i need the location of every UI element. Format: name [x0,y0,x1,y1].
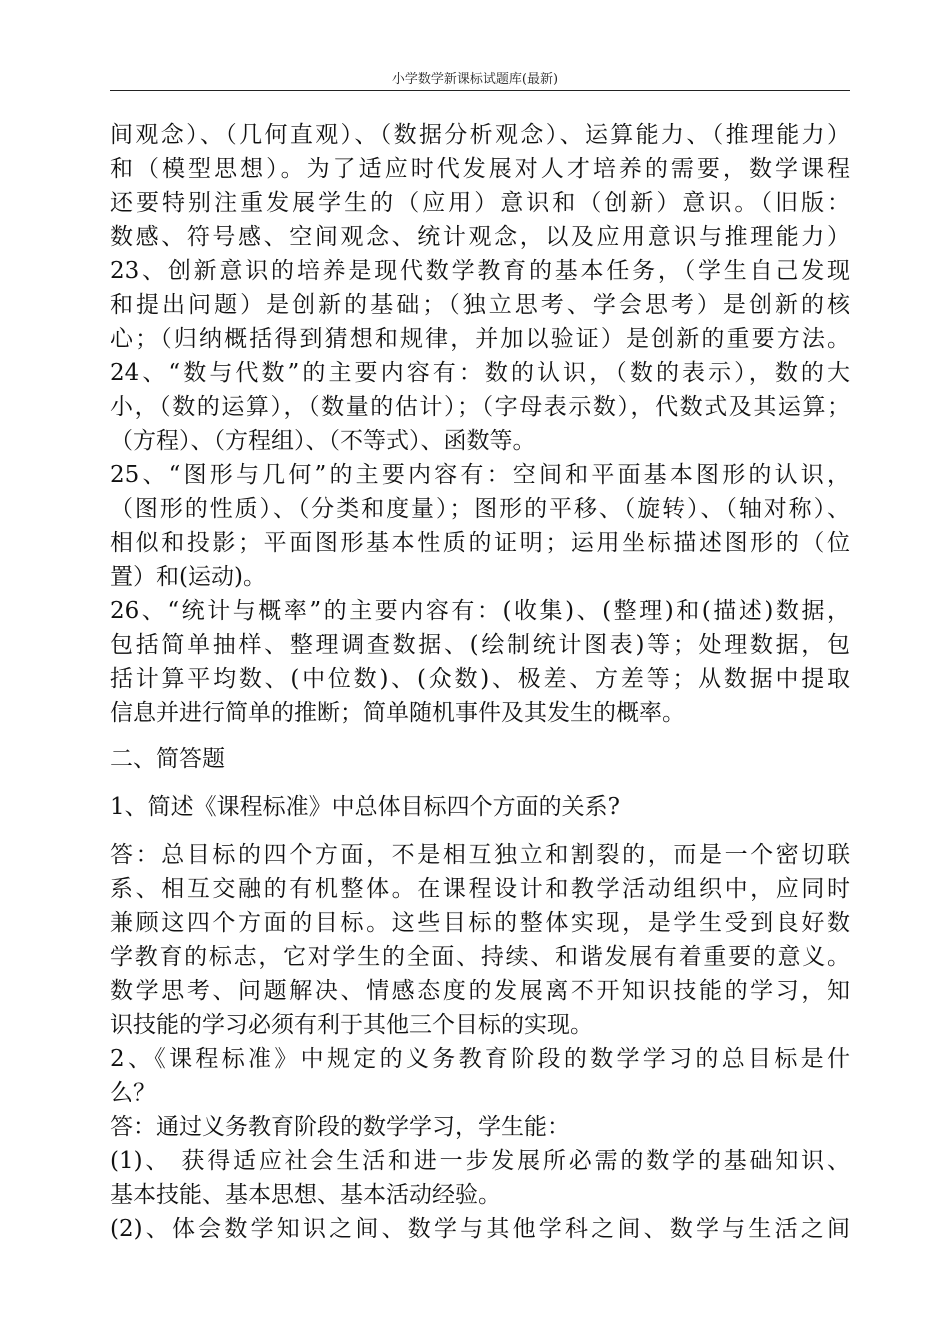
text-line: 数学思考、问题解决、情感态度的发展离不开知识技能的学习，知 [110,978,850,1004]
text-line: 2、《课程标准》中规定的义务教育阶段的数学学习的总目标是什 [110,1046,850,1072]
text-line: 信息并进行简单的推断；简单随机事件及其发生的概率。 [110,700,685,726]
text-line: （图形的性质）、（分类和度量）；图形的平移、（旋转）、（轴对称）、 [110,496,850,522]
text-line: 识技能的学习必须有利于其他三个目标的实现。 [110,1012,593,1038]
text-line: 23、创新意识的培养是现代数学教育的基本任务，（学生自己发现 [110,258,850,284]
paragraph-gap [110,824,850,838]
text-line: 和（模型思想）。为了适应时代发展对人才培养的需要，数学课程 [110,156,850,182]
text-line: 1、简述《课程标准》中总体目标四个方面的关系? [110,794,620,820]
text-line: 学教育的标志，它对学生的全面、持续、和谐发展有着重要的意义。 [110,944,850,970]
page-header-title: 小学数学新课标试题库(最新) [391,72,559,87]
paragraph-gap [110,730,850,742]
text-line: 相似和投影；平面图形基本性质的证明；运用坐标描述图形的（位 [110,530,850,556]
header-divider [110,90,850,91]
text-line: 系、相互交融的有机整体。在课程设计和教学活动组织中，应同时 [110,876,850,902]
text-line: 么？ [110,1080,156,1106]
text-line: 小，（数的运算），（数量的估计）；（字母表示数），代数式及其运算； [110,394,850,420]
text-line: 答：通过义务教育阶段的数学学习，学生能： [110,1114,570,1140]
text-line: （方程）、（方程组）、（不等式）、函数等。 [110,428,536,454]
text-line: (2)、体会数学知识之间、数学与其他学科之间、数学与生活之间 [110,1216,850,1242]
text-line: 还要特别注重发展学生的（应用）意识和（创新）意识。（旧版： [110,190,850,216]
text-line: 间观念）、（几何直观）、（数据分析观念）、运算能力、（推理能力） [110,122,850,148]
text-line: 26、“统计与概率”的主要内容有：(收集)、(整理)和(描述)数据， [110,598,850,624]
text-line: 基本技能、基本思想、基本活动经验。 [110,1182,501,1208]
document-body [110,118,850,1246]
text-line: 置）和(运动)。 [110,564,266,590]
text-line: 25、“图形与几何”的主要内容有：空间和平面基本图形的认识， [110,462,850,488]
text-line: 24、“数与代数”的主要内容有：数的认识，（数的表示），数的大 [110,360,850,386]
text-line: 二、简答题 [110,746,225,772]
text-line: 数感、符号感、空间观念、统计观念，以及应用意识与推理能力） [110,224,850,250]
text-line: 答：总目标的四个方面，不是相互独立和割裂的，而是一个密切联 [110,842,850,868]
text-line: 包括简单抽样、整理调查数据、(绘制统计图表)等；处理数据，包 [110,632,850,658]
text-line: 心；（归纳概括得到猜想和规律，并加以验证）是创新的重要方法。 [110,326,850,352]
text-line: (1)、 获得适应社会生活和进一步发展所必需的数学的基础知识、 [110,1148,850,1174]
text-line: 括计算平均数、(中位数)、(众数)、极差、方差等；从数据中提取 [110,666,850,692]
paragraph-gap [110,776,850,790]
text-line: 和提出问题）是创新的基础；（独立思考、学会思考）是创新的核 [110,292,850,318]
text-line: 兼顾这四个方面的目标。这些目标的整体实现，是学生受到良好数 [110,910,850,936]
